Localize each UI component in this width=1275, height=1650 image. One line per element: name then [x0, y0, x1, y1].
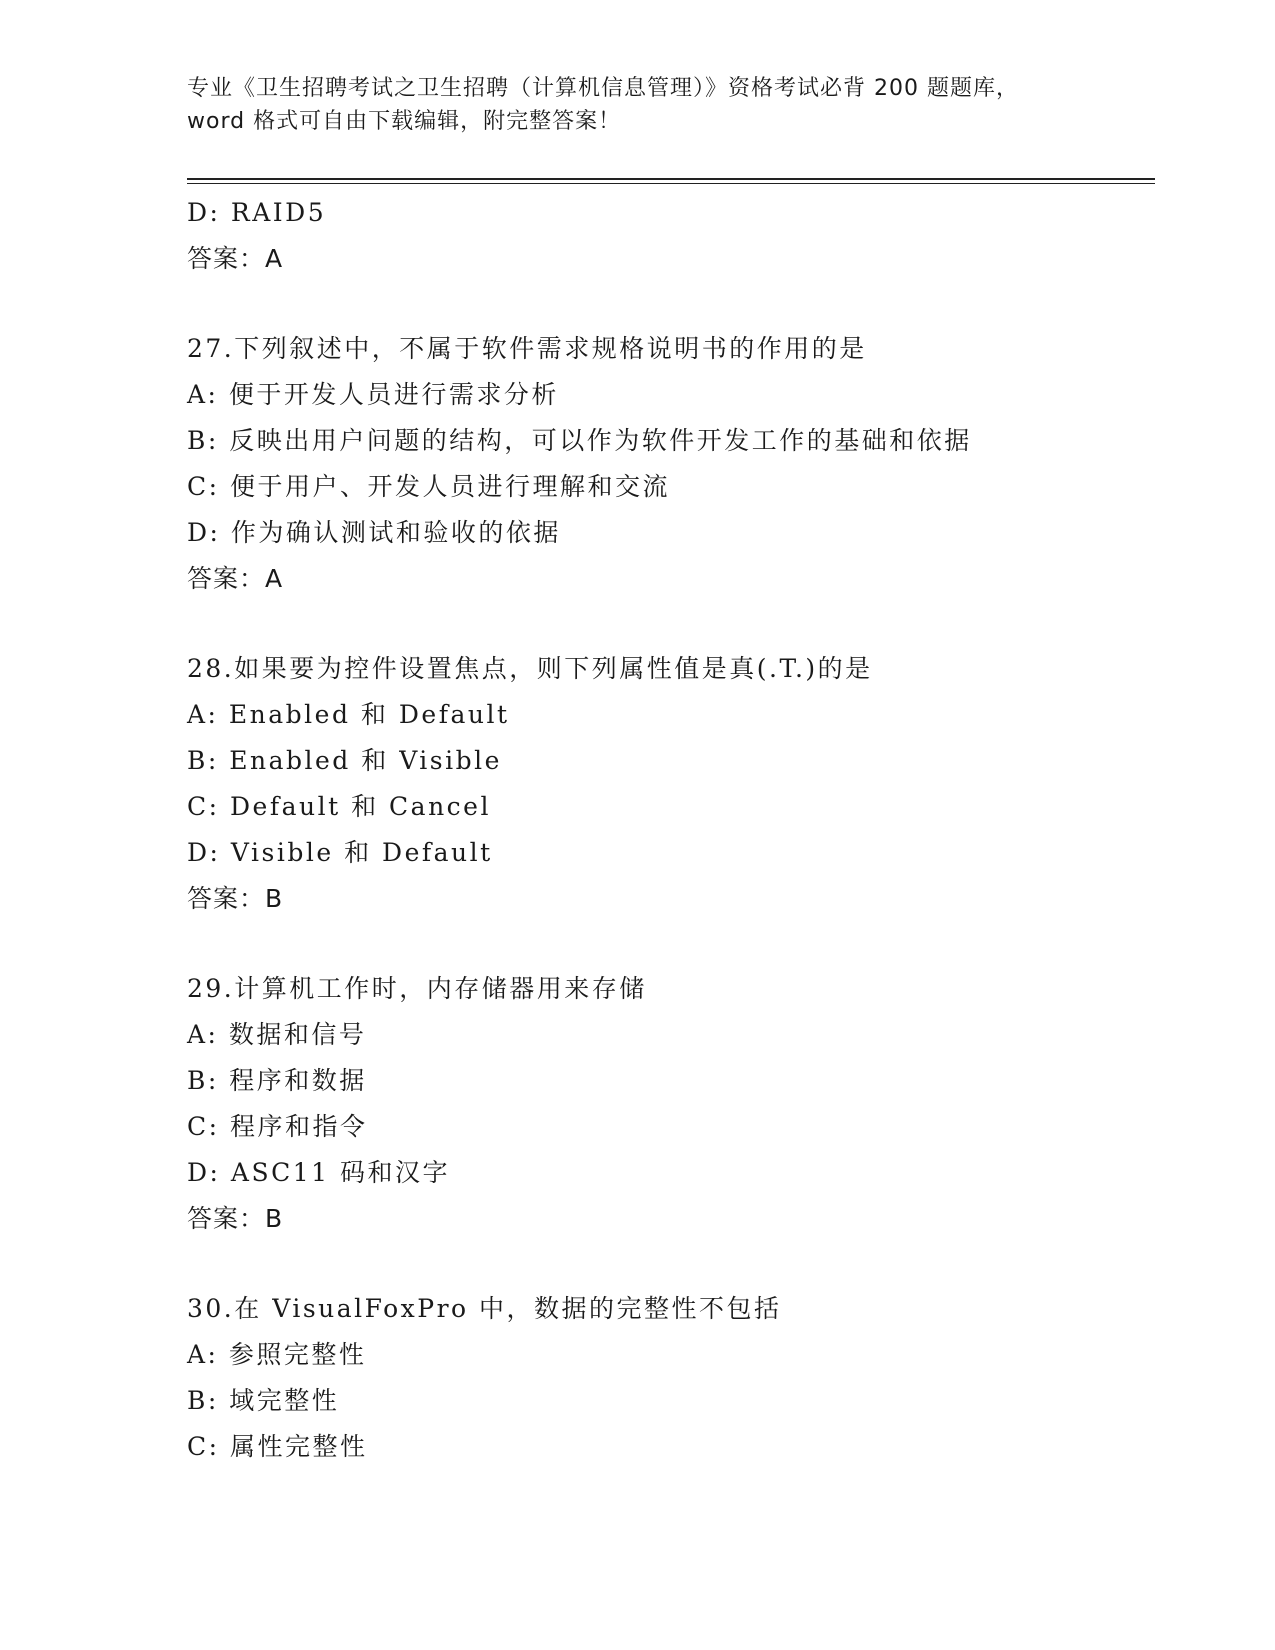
- option-d: D: 作为确认测试和验收的依据: [187, 518, 561, 547]
- option-b: B: 域完整性: [187, 1386, 340, 1415]
- question-stem: 30.在 VisualFoxPro 中，数据的完整性不包括: [187, 1294, 782, 1323]
- option-d: D: ASC11 码和汉字: [187, 1158, 450, 1187]
- option-c: C: 便于用户、开发人员进行理解和交流: [187, 472, 670, 501]
- question-block-26-tail: [187, 190, 1155, 282]
- answer-line: 答案：B: [187, 1204, 284, 1233]
- question-stem: 28.如果要为控件设置焦点，则下列属性值是真(.T.)的是: [187, 654, 873, 683]
- spacer: [187, 282, 1155, 326]
- spacer: [187, 922, 1155, 966]
- answer-line: 答案：A: [187, 244, 284, 273]
- question-content: [187, 190, 1155, 1470]
- option-b: B: Enabled 和 Visible: [187, 746, 502, 775]
- question-stem: 27.下列叙述中，不属于软件需求规格说明书的作用的是: [187, 334, 867, 363]
- option-b: B: 程序和数据: [187, 1066, 367, 1095]
- option-d: D: Visible 和 Default: [187, 838, 493, 867]
- header-divider-thin: [187, 183, 1155, 184]
- header-divider-thick: [187, 178, 1155, 180]
- option-a: A: Enabled 和 Default: [187, 700, 510, 729]
- question-block-28: [187, 646, 1155, 922]
- header-title-line-2: word 格式可自由下载编辑，附完整答案！: [187, 109, 622, 134]
- question-block-29: [187, 966, 1155, 1242]
- question-stem: 29.计算机工作时，内存储器用来存储: [187, 974, 647, 1003]
- question-block-27: [187, 326, 1155, 602]
- option-a: A: 参照完整性: [187, 1340, 367, 1369]
- option-c: C: 属性完整性: [187, 1432, 368, 1461]
- option-c: C: Default 和 Cancel: [187, 792, 491, 821]
- option-b: B: 反映出用户问题的结构，可以作为软件开发工作的基础和依据: [187, 426, 972, 455]
- option-a: A: 数据和信号: [187, 1020, 367, 1049]
- document-header: [187, 72, 1087, 138]
- option-c: C: 程序和指令: [187, 1112, 368, 1141]
- spacer: [187, 1242, 1155, 1286]
- option-a: A: 便于开发人员进行需求分析: [187, 380, 559, 409]
- option-d: D: RAID5: [187, 198, 327, 227]
- spacer: [187, 602, 1155, 646]
- answer-line: 答案：B: [187, 884, 284, 913]
- answer-line: 答案：A: [187, 564, 284, 593]
- question-block-30: [187, 1286, 1155, 1470]
- header-title-line-1: 专业《卫生招聘考试之卫生招聘（计算机信息管理）》资格考试必背 200 题题库，: [187, 76, 1019, 101]
